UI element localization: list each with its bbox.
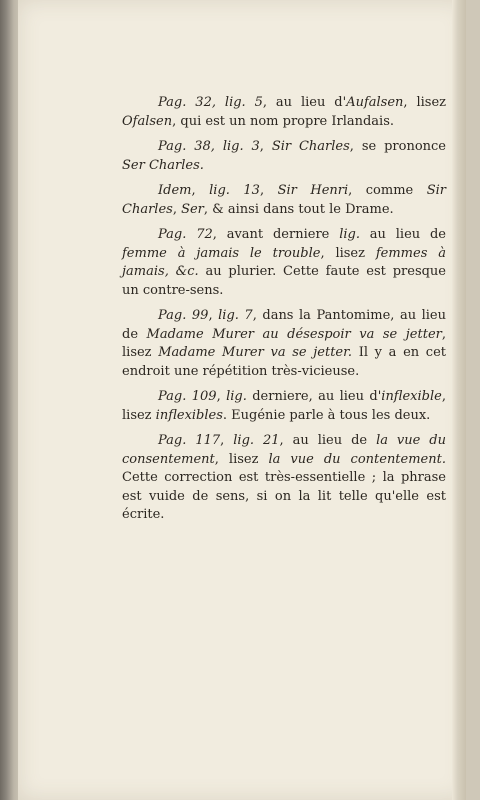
errata-text: , lisez (403, 95, 446, 110)
errata-text: derniere, au lieu d' (246, 389, 382, 404)
errata-italic-text: Pag. 38, (158, 139, 223, 154)
errata-italic-text: lig. 7 (218, 308, 253, 323)
errata-italic-text: Pag. 99 (158, 308, 209, 323)
page-edge (452, 0, 466, 800)
errata-text: , lisez (122, 326, 446, 360)
errata-text: , lisez (214, 451, 269, 467)
errata-italic-text: Madame Murer va se jetter. (158, 345, 353, 360)
errata-italic-text: Sir Charles (271, 139, 350, 154)
errata-italic-text: la vue du consentement (122, 433, 447, 467)
errata-italic-text: Ser Charles. (122, 157, 204, 173)
errata-text: Cette correction est très-essentielle ; la phrase est vuide de sens, si on la lit telle qu'elle est écrite. (122, 470, 446, 522)
errata-italic-text: lig. 21 (233, 433, 280, 448)
errata-text: , (172, 201, 182, 217)
errata-text: , (208, 308, 219, 323)
errata-entry (122, 432, 446, 525)
errata-italic-text: lig. 13 (209, 183, 260, 198)
errata-italic-text: lig. (339, 227, 360, 242)
errata-italic-text: Ser (181, 201, 204, 217)
errata-italic-text: lig. (226, 389, 247, 404)
errata-text: Il y a en cet endroit une répétition très-vicieuse. (122, 345, 446, 379)
errata-italic-text: femmes à jamais, &c. (122, 245, 446, 279)
errata-text: . Eugénie parle à tous les deux. (222, 407, 431, 423)
errata-italic-text: inflexibles (155, 407, 223, 423)
errata-italic-text: Pag. 72 (158, 227, 213, 242)
errata-text: , (216, 389, 227, 404)
errata-italic-text: la vue du contentement. (268, 451, 446, 467)
errata-text: , (259, 183, 278, 198)
errata-italic-text: Sir Charles (122, 183, 447, 217)
errata-text: , (220, 433, 234, 448)
errata-entry (122, 388, 446, 425)
errata-text: , dans la Pantomime, au lieu de (122, 308, 446, 342)
errata-italic-text: Idem (158, 183, 192, 198)
errata-italic-text: Pag. 117 (158, 433, 221, 448)
errata-text: , comme (348, 183, 427, 198)
errata-italic-text: Aufalsen (346, 95, 404, 110)
errata-italic-text: Madame Murer au désespoir va se jetter (146, 326, 442, 342)
errata-text: , & ainsi dans tout le Drame. (203, 201, 394, 217)
errata-italic-text: lig. 3 (222, 139, 260, 154)
errata-text: , se prononce (349, 139, 446, 154)
errata-list (122, 94, 446, 532)
errata-text: , au lieu d' (262, 95, 347, 110)
errata-text: , avant derniere (212, 227, 340, 242)
errata-italic-text: inflexible (381, 389, 442, 404)
errata-text: au lieu de (359, 227, 446, 242)
errata-entry (122, 182, 446, 219)
errata-italic-text: Pag. 109 (158, 389, 217, 404)
errata-text: , lisez (122, 389, 446, 423)
show-through-text (120, 590, 420, 670)
errata-italic-text: lig. 5 (224, 95, 263, 110)
errata-entry (122, 138, 446, 175)
errata-entry (122, 94, 446, 131)
errata-entry (122, 307, 446, 381)
errata-italic-text: femme à jamais le trouble (122, 245, 321, 261)
errata-text: , (259, 139, 272, 154)
errata-italic-text: Pag. 32, (158, 95, 225, 110)
errata-text: , (191, 183, 210, 198)
errata-text: , qui est un nom propre Irlandais. (172, 113, 395, 129)
errata-text: au plurier. Cette faute est presque un contre-sens. (122, 264, 447, 298)
errata-italic-text: Ofalsen (122, 113, 173, 129)
errata-italic-text: Sir Henri (277, 183, 349, 198)
errata-text: , au lieu de (279, 433, 377, 448)
errata-entry (122, 226, 446, 300)
errata-text: , lisez (320, 245, 376, 261)
